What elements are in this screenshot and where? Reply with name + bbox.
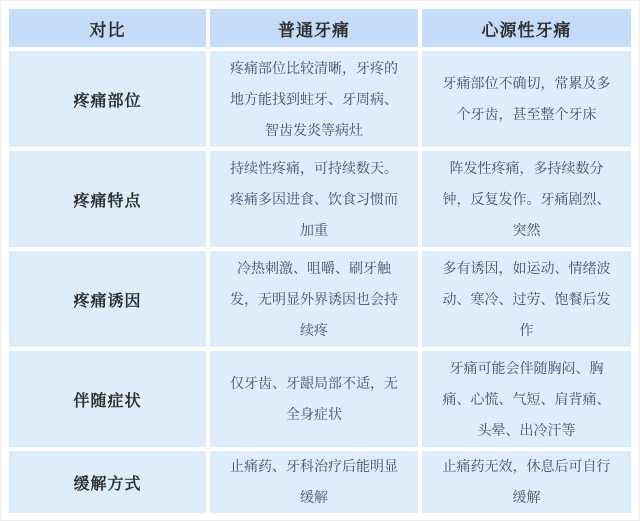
header-cell-compare: 对比 [9, 9, 206, 47]
cell-pain-trigger-cardiac: 多有诱因，如运动、情绪波 动、寒冷、过劳、饱餐后发 作 [422, 251, 631, 347]
header-cell-cardiac-toothache: 心源性牙痛 [422, 9, 631, 47]
row-label-pain-trigger: 疼痛诱因 [9, 251, 206, 347]
row-label-relief-method: 缓解方式 [9, 451, 206, 513]
toothache-comparison-table [9, 9, 631, 513]
cell-accompanying-symptoms-ordinary: 仅牙齿、牙龈局部不适，无 全身症状 [210, 351, 418, 447]
row-label-accompanying-symptoms: 伴随症状 [9, 351, 206, 447]
cell-pain-character-ordinary: 持续性疼痛，可持续数天。 疼痛多因进食、饮食习惯而 加重 [210, 151, 418, 247]
cell-relief-method-cardiac: 止痛药无效，休息后可自行 缓解 [422, 451, 631, 513]
row-label-pain-location: 疼痛部位 [9, 51, 206, 147]
header-cell-ordinary-toothache: 普通牙痛 [210, 9, 418, 47]
cell-pain-location-cardiac: 牙痛部位不确切，常累及多 个牙齿，甚至整个牙床 [422, 51, 631, 147]
cell-relief-method-ordinary: 止痛药、牙科治疗后能明显 缓解 [210, 451, 418, 513]
cell-accompanying-symptoms-cardiac: 牙痛可能会伴随胸闷、胸 痛、心慌、气短、肩背痛、 头晕、出冷汗等 [422, 351, 631, 447]
row-label-pain-character: 疼痛特点 [9, 151, 206, 247]
cell-pain-trigger-ordinary: 冷热刺激、咀嚼、刷牙触 发，无明显外界诱因也会持 续疼 [210, 251, 418, 347]
cell-pain-location-ordinary: 疼痛部位比较清晰，牙疼的 地方能找到蛀牙、牙周病、 智齿发炎等病灶 [210, 51, 418, 147]
cell-pain-character-cardiac: 阵发性疼痛，多持续数分 钟，反复发作。牙痛剧烈、 突然 [422, 151, 631, 247]
